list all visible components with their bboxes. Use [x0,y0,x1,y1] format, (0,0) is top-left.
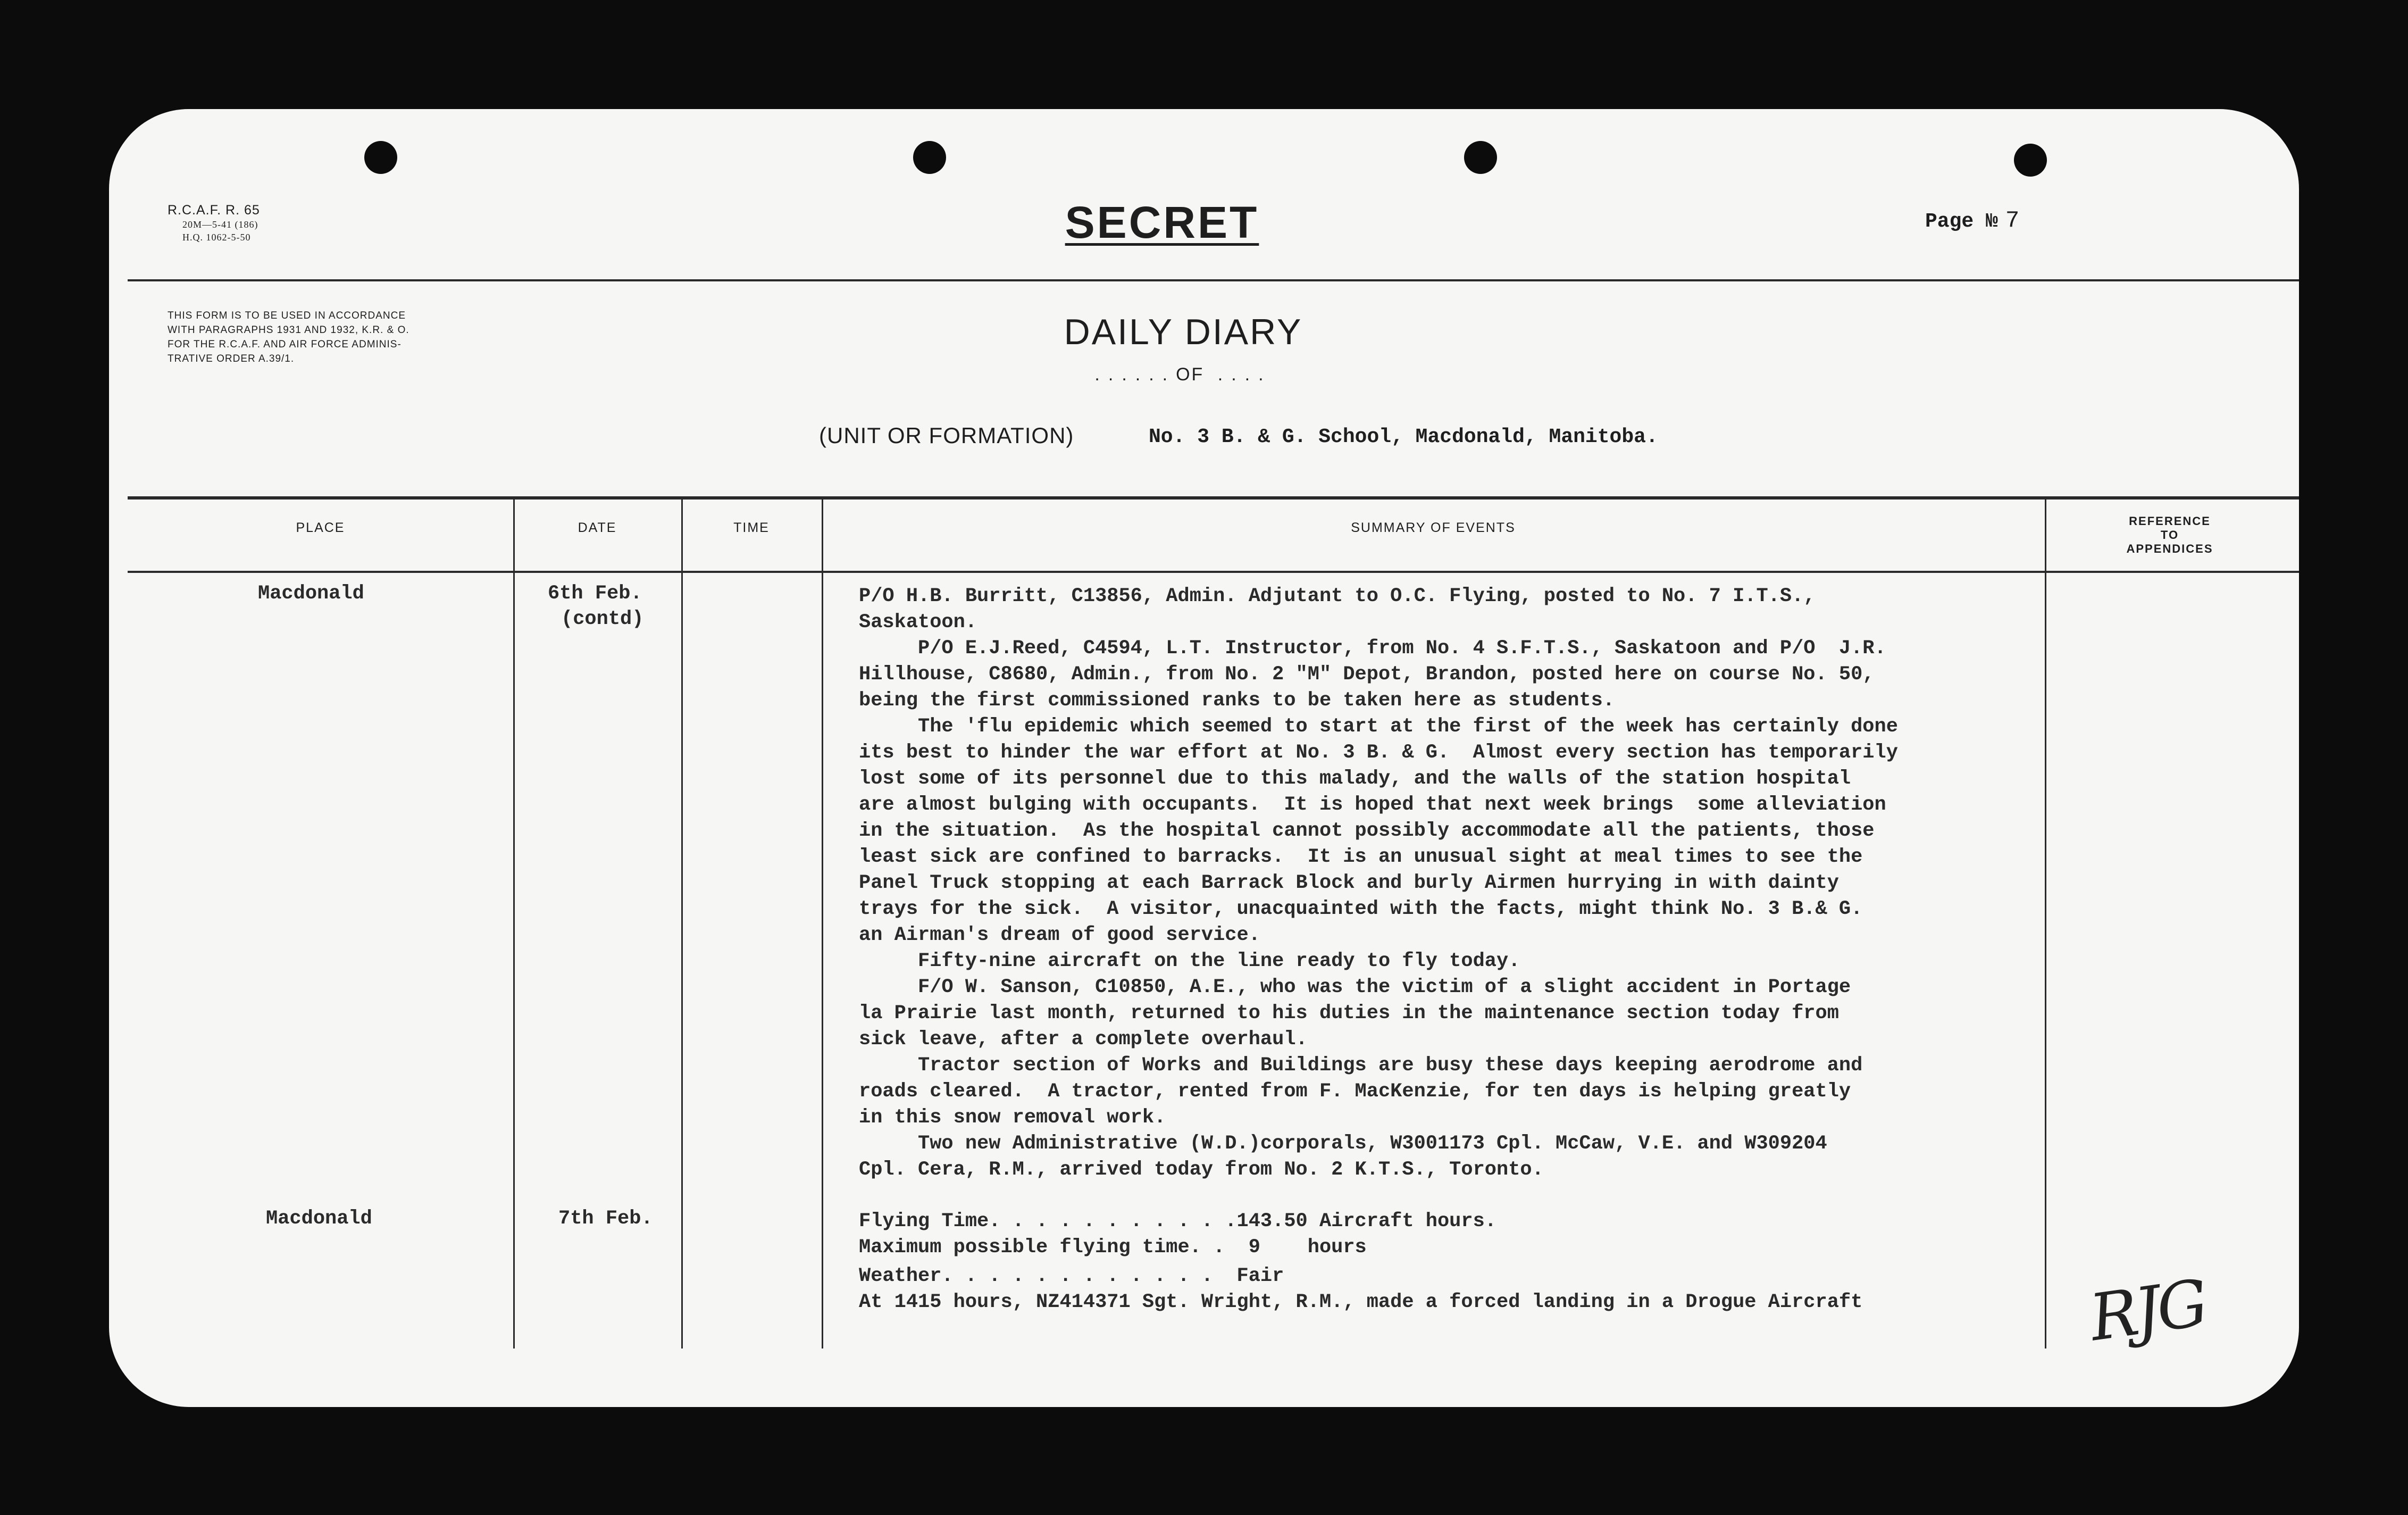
summary-line: Fifty-nine aircraft on the line ready to fly today. [859,950,1520,972]
page-number: 7 [2005,207,2020,234]
entry-place: Macdonald [266,1208,372,1230]
note-line: THIS FORM IS TO BE USED IN ACCORDANCE [168,310,406,321]
summary-line: in this snow removal work. [859,1106,1166,1129]
summary-line: its best to hinder the war effort at No. 3 B. & G. Almost every section has temporarily [859,742,1898,764]
dotted-leader: ...... [1094,364,1176,385]
form-title-of [1013,364,1353,385]
summary-line: an Airman's dream of good service. [859,924,1260,946]
table-top-rule [128,496,2299,500]
form-identifier [168,202,260,244]
unit-value: No. 3 B. & G. School, Macdonald, Manitoba. [1149,426,1658,448]
summary-line: roads cleared. A tractor, rented from F. MacKenzie, for ten days is helping greatly [859,1080,1851,1103]
entry-date: 6th Feb. [548,582,642,605]
form-code: H.Q. 1062-5-50 [182,232,251,243]
entry-date: (contd) [561,608,644,630]
summary-line: Maximum possible flying time. . 9 hours [859,1236,1367,1259]
summary-line: being the first commissioned ranks to be taken here as students. [859,689,1615,712]
note-line: TRATIVE ORDER A.39/1. [168,353,295,364]
summary-line: Saskatoon. [859,611,977,634]
summary-line: sick leave, after a complete overhaul. [859,1028,1308,1051]
column-header-place: PLACE [296,520,345,535]
page-number-field [1925,207,2019,234]
form-id-text: R.C.A.F. R. 65 [168,203,260,218]
unit-label: (UNIT OR FORMATION) [819,423,1074,448]
note-line: WITH PARAGRAPHS 1931 AND 1932, K.R. & O. [168,324,409,336]
punch-hole [913,141,946,174]
of-label: OF [1176,364,1205,385]
table-header-rule [128,571,2299,573]
note-line: FOR THE R.C.A.F. AND AIR FORCE ADMINIS- [168,339,402,350]
punch-hole [1464,141,1497,174]
column-divider [822,497,823,1348]
diary-form-card [109,109,2299,1407]
summary-line: are almost bulging with occupants. It is hoped that next week brings some alleviation [859,794,1886,816]
summary-line: Tractor section of Works and Buildings are busy these days keeping aerodrome and [859,1054,1863,1077]
summary-line: Weather. . . . . . . . . . . . Fair [859,1265,1284,1287]
summary-line: la Prairie last month, returned to his duties in the maintenance section today from [859,1002,1839,1025]
form-title: DAILY DIARY [1064,312,1303,352]
column-divider [513,497,515,1348]
column-header-summary: SUMMARY OF EVENTS [1351,520,1516,535]
form-code: 20M—5-41 (186) [182,219,258,230]
form-usage-note [168,309,409,366]
dotted-leader: .... [1204,364,1272,385]
summary-line: P/O H.B. Burritt, C13856, Admin. Adjutant to O.C. Flying, posted to No. 7 I.T.S., [859,585,1816,607]
punch-hole [364,141,397,174]
summary-line: P/O E.J.Reed, C4594, L.T. Instructor, from No. 4 S.F.T.S., Saskatoon and P/O J.R. [859,637,1886,660]
entry-place: Macdonald [258,582,364,605]
summary-line: Flying Time. . . . . . . . . . .143.50 Aircraft hours. [859,1210,1496,1233]
column-divider [2045,497,2046,1348]
summary-line: At 1415 hours, NZ414371 Sgt. Wright, R.M., made a forced landing in a Drogue Aircraft [859,1291,1863,1313]
summary-line: least sick are confined to barracks. It is an unusual sight at meal times to see the [859,846,1863,868]
classification-heading: SECRET [1065,197,1259,247]
summary-line: Panel Truck stopping at each Barrack Block and burly Airmen hurrying in with dainty [859,872,1839,894]
summary-line: The 'flu epidemic which seemed to start at the first of the week has certainly done [859,715,1898,738]
summary-line: F/O W. Sanson, C10850, A.E., who was the victim of a slight accident in Portage [859,976,1851,998]
column-divider [681,497,683,1348]
summary-line: Two new Administrative (W.D.)corporals, W3001173 Cpl. McCaw, V.E. and W309204 [859,1133,1827,1155]
summary-line: Hillhouse, C8680, Admin., from No. 2 "M" Depot, Brandon, posted here on course No. 50, [859,663,1875,686]
summary-line: in the situation. As the hospital cannot possibly accommodate all the patients, those [859,820,1875,842]
summary-line: lost some of its personnel due to this malady, and the walls of the station hospital [859,768,1851,790]
punch-hole [2014,144,2047,177]
column-header-date: DATE [578,520,617,535]
entry-date: 7th Feb. [558,1208,653,1230]
page-label: Page № [1925,210,1998,233]
column-header-reference: REFERENCE TO APPENDICES [2126,514,2213,555]
header-rule [128,279,2299,281]
handwritten-initials: RJG [2085,1266,2210,1356]
summary-line: trays for the sick. A visitor, unacquainted with the facts, might think No. 3 B.& G. [859,898,1863,920]
summary-line: Cpl. Cera, R.M., arrived today from No. 2 K.T.S., Toronto. [859,1159,1544,1181]
column-header-time: TIME [733,520,770,535]
